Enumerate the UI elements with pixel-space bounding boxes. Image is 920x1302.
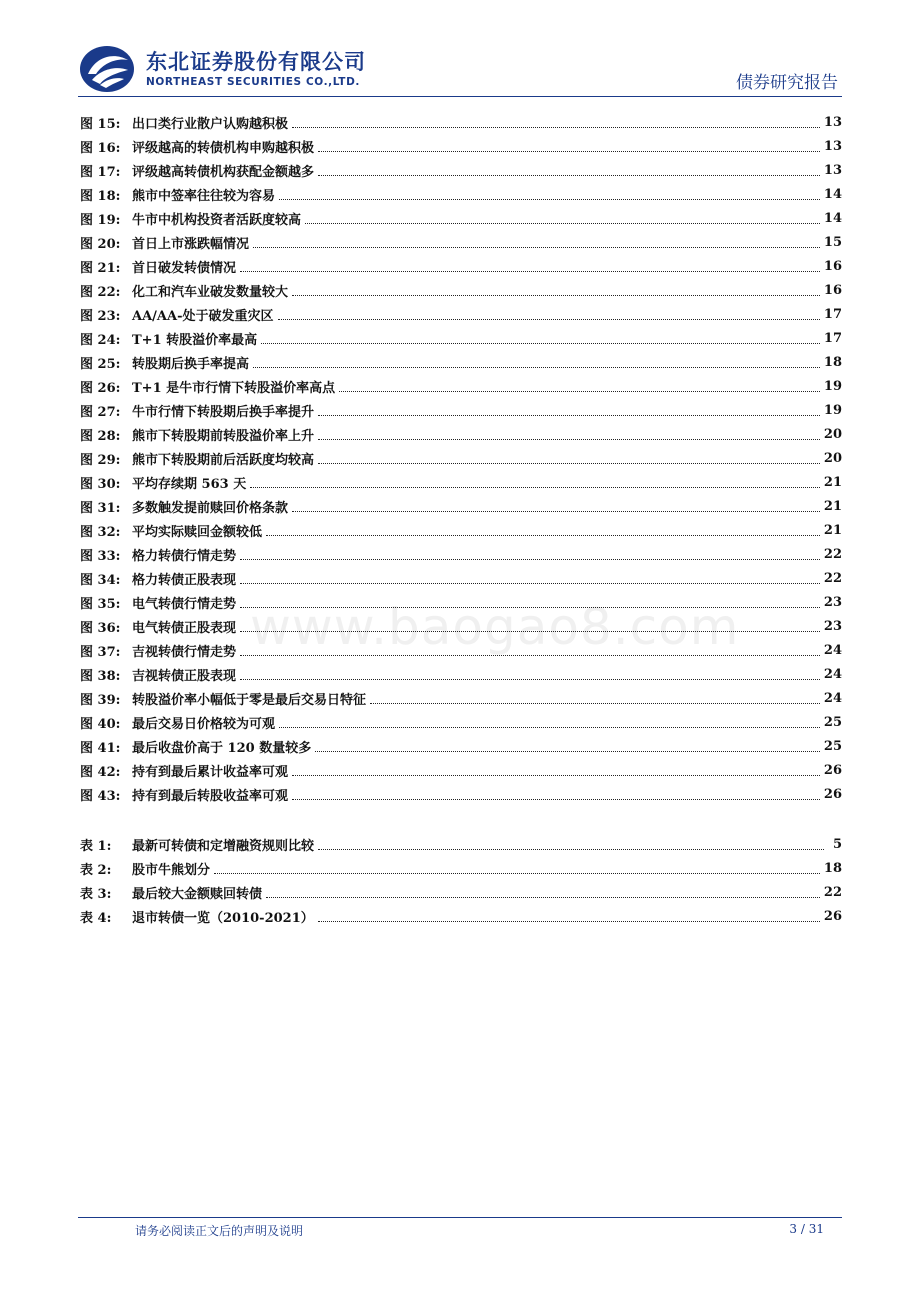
toc-entry[interactable] <box>80 398 842 422</box>
toc-entry-label <box>80 353 253 372</box>
toc-entry-title: 格力转债行情走势 <box>132 548 237 564</box>
toc-entry[interactable] <box>80 782 842 806</box>
toc-entry-page: 17 <box>823 330 842 346</box>
toc-entry-number: 表 2: <box>80 862 112 878</box>
toc-entry-page: 16 <box>823 282 842 298</box>
company-name-en: NORTHEAST SECURITIES CO.,LTD. <box>146 76 360 88</box>
toc-entry-label <box>80 907 318 926</box>
toc-leader-dots <box>318 463 820 464</box>
toc-entry-label <box>80 185 279 204</box>
toc-entry-page: 22 <box>823 884 842 900</box>
toc-entry-page: 13 <box>823 162 842 178</box>
toc-entry[interactable] <box>80 470 842 494</box>
toc-entry-page: 24 <box>823 690 842 706</box>
toc-entry-title: 评级越高转债机构获配金额越多 <box>132 164 315 180</box>
toc-leader-dots <box>315 751 820 752</box>
toc-entry-title: 电气转债行情走势 <box>132 596 237 612</box>
toc-entry-number: 图 29: <box>80 452 121 468</box>
toc-leader-dots <box>240 271 820 272</box>
toc-entry[interactable] <box>80 904 842 928</box>
toc-entry-number: 图 25: <box>80 356 121 372</box>
toc-entry-page: 21 <box>823 474 842 490</box>
toc-entry-page: 20 <box>823 426 842 442</box>
toc-entry-page: 13 <box>823 138 842 154</box>
toc-entry[interactable] <box>80 686 842 710</box>
toc-entry-page: 20 <box>823 450 842 466</box>
toc-leader-dots <box>292 127 820 128</box>
toc-entry-label <box>80 737 315 756</box>
toc-entry-title: 平均存续期 563 天 <box>132 476 247 492</box>
toc-entry-page: 25 <box>823 714 842 730</box>
toc-entry-page: 24 <box>823 642 842 658</box>
toc-entry-page: 17 <box>823 306 842 322</box>
toc-entry-page: 22 <box>823 546 842 562</box>
toc-entry-label <box>80 113 292 132</box>
toc-entry[interactable] <box>80 374 842 398</box>
toc-entry-page: 18 <box>823 860 842 876</box>
toc-entry-title: T+1 是牛市行情下转股溢价率高点 <box>132 380 336 396</box>
toc-entry-label <box>80 473 250 492</box>
toc-entry-label <box>80 209 305 228</box>
toc-entry-label <box>80 281 292 300</box>
toc-leader-dots <box>318 849 824 850</box>
toc-leader-dots <box>279 727 820 728</box>
toc-entry-title: 格力转债正股表现 <box>132 572 237 588</box>
toc-leader-dots <box>318 415 820 416</box>
toc-entry-title: 熊市中签率往往较为容易 <box>132 188 276 204</box>
toc-leader-dots <box>240 559 820 560</box>
toc-entry-title: 最新可转债和定增融资规则比较 <box>132 838 315 854</box>
toc-entry[interactable] <box>80 832 842 856</box>
toc-entry-number: 图 31: <box>80 500 121 516</box>
toc-entry-number: 图 19: <box>80 212 121 228</box>
toc-entry[interactable] <box>80 856 842 880</box>
toc-entry-title: 最后收盘价高于 120 数量较多 <box>132 740 312 756</box>
toc-entry-page: 19 <box>823 402 842 418</box>
toc-entry[interactable] <box>80 230 842 254</box>
toc-leader-dots <box>318 439 820 440</box>
toc-leader-dots <box>318 921 820 922</box>
toc-entry-title: 转股期后换手率提高 <box>132 356 250 372</box>
toc-leader-dots <box>292 775 820 776</box>
toc-entry[interactable] <box>80 110 842 134</box>
toc-entry[interactable] <box>80 278 842 302</box>
toc-entry-label <box>80 665 240 684</box>
toc-entry-number: 图 35: <box>80 596 121 612</box>
toc-entry-label <box>80 161 318 180</box>
toc-leader-dots <box>318 175 820 176</box>
toc-entry[interactable] <box>80 638 842 662</box>
toc-leader-dots <box>278 319 820 320</box>
toc-entry-page: 13 <box>823 114 842 130</box>
toc-leader-dots <box>339 391 820 392</box>
footer-disclaimer: 请务必阅读正文后的声明及说明 <box>135 1224 304 1238</box>
toc-entry-title: AA/AA-处于破发重灾区 <box>132 308 274 324</box>
toc-entry-title: 化工和汽车业破发数量较大 <box>132 284 289 300</box>
toc-entry[interactable] <box>80 446 842 470</box>
toc-entry[interactable] <box>80 542 842 566</box>
toc-entry-page: 26 <box>823 762 842 778</box>
toc-entry-title: 熊市下转股期前转股溢价率上升 <box>132 428 315 444</box>
toc-entry-label <box>80 835 318 854</box>
toc-entry[interactable] <box>80 134 842 158</box>
toc-entry-page: 24 <box>823 666 842 682</box>
toc-entry[interactable] <box>80 758 842 782</box>
toc-leader-dots <box>292 799 820 800</box>
toc-entry-number: 表 1: <box>80 838 112 854</box>
toc-leader-dots <box>253 247 820 248</box>
toc-entry-label <box>80 233 253 252</box>
toc-entry-label <box>80 257 240 276</box>
toc-entry[interactable] <box>80 422 842 446</box>
toc-entry-label <box>80 137 318 156</box>
toc-leader-dots <box>292 295 820 296</box>
toc-leader-dots <box>370 703 820 704</box>
toc-entry-title: 吉视转债行情走势 <box>132 644 237 660</box>
figure-index <box>80 110 842 806</box>
toc-entry-title: 首日破发转债情况 <box>132 260 237 276</box>
toc-entry-page: 21 <box>823 522 842 538</box>
toc-entry-page: 5 <box>832 836 842 852</box>
toc-entry-number: 图 28: <box>80 428 121 444</box>
toc-entry-page: 19 <box>823 378 842 394</box>
toc-entry-label <box>80 449 318 468</box>
toc-leader-dots <box>240 679 820 680</box>
toc-entry-page: 15 <box>823 234 842 250</box>
table-index <box>80 832 842 928</box>
toc-entry-page: 23 <box>823 618 842 634</box>
toc-entry[interactable] <box>80 614 842 638</box>
toc-entry-number: 图 17: <box>80 164 121 180</box>
toc-entry-number: 表 4: <box>80 910 112 926</box>
toc-entry-number: 图 24: <box>80 332 121 348</box>
company-name-cn: 东北证券股份有限公司 <box>146 50 366 74</box>
toc-entry-page: 16 <box>823 258 842 274</box>
toc-entry-label <box>80 497 292 516</box>
toc-entry-label <box>80 401 318 420</box>
toc-entry[interactable] <box>80 302 842 326</box>
toc-entry-number: 图 42: <box>80 764 121 780</box>
toc-entry-title: 持有到最后转股收益率可观 <box>132 788 289 804</box>
toc-leader-dots <box>266 535 820 536</box>
toc-entry-title: 首日上市涨跌幅情况 <box>132 236 250 252</box>
toc-entry[interactable] <box>80 494 842 518</box>
toc-entry-number: 图 16: <box>80 140 121 156</box>
toc-entry-label <box>80 593 240 612</box>
toc-leader-dots <box>266 897 820 898</box>
toc-leader-dots <box>250 487 820 488</box>
toc-entry-number: 图 39: <box>80 692 121 708</box>
toc-entry-page: 23 <box>823 594 842 610</box>
toc-leader-dots <box>261 343 820 344</box>
toc-entry-number: 图 26: <box>80 380 121 396</box>
toc-entry-label <box>80 785 292 804</box>
toc-entry-title: 电气转债正股表现 <box>132 620 237 636</box>
northeast-securities-logo-icon <box>78 44 136 94</box>
toc-entry[interactable] <box>80 206 842 230</box>
toc-entry-page: 26 <box>823 786 842 802</box>
toc-entry-title: 最后较大金额赎回转债 <box>132 886 263 902</box>
toc-entry-title: 熊市下转股期前后活跃度均较高 <box>132 452 315 468</box>
toc-entry-page: 22 <box>823 570 842 586</box>
toc-entry-number: 图 20: <box>80 236 121 252</box>
toc-entry-number: 图 38: <box>80 668 121 684</box>
toc-entry-title: 出口类行业散户认购越积极 <box>132 116 289 132</box>
toc-entry-label <box>80 689 370 708</box>
toc-entry-number: 图 33: <box>80 548 121 564</box>
report-type: 债券研究报告 <box>736 73 838 93</box>
toc-entry-label <box>80 883 266 902</box>
toc-entry[interactable] <box>80 662 842 686</box>
toc-entry-number: 图 43: <box>80 788 121 804</box>
toc-leader-dots <box>292 511 820 512</box>
toc-entry-number: 图 40: <box>80 716 121 732</box>
toc-entry-title: 评级越高的转债机构申购越积极 <box>132 140 315 156</box>
toc-entry-title: T+1 转股溢价率最高 <box>132 332 258 348</box>
toc-entry-page: 14 <box>823 186 842 202</box>
toc-leader-dots <box>279 199 820 200</box>
toc-entry-page: 14 <box>823 210 842 226</box>
toc-entry-title: 转股溢价率小幅低于零是最后交易日特征 <box>132 692 367 708</box>
toc-entry-number: 图 41: <box>80 740 121 756</box>
toc-entry[interactable] <box>80 350 842 374</box>
toc-entry-number: 图 30: <box>80 476 121 492</box>
toc-entry-title: 退市转债一览（2010-2021） <box>132 910 314 926</box>
toc-leader-dots <box>240 655 820 656</box>
page-number: 3 / 31 <box>789 1222 824 1236</box>
toc-entry[interactable] <box>80 182 842 206</box>
toc-entry-title: 股市牛熊划分 <box>132 862 211 878</box>
toc-entry[interactable] <box>80 566 842 590</box>
toc-entry-number: 图 37: <box>80 644 121 660</box>
toc-entry-number: 图 21: <box>80 260 121 276</box>
toc-entry-label <box>80 425 318 444</box>
toc-entry-label <box>80 545 240 564</box>
toc-leader-dots <box>240 607 820 608</box>
toc-entry-title: 平均实际赎回金额较低 <box>132 524 263 540</box>
toc-entry-label <box>80 761 292 780</box>
toc-entry-label <box>80 617 240 636</box>
toc-entry-label <box>80 859 214 878</box>
toc-entry-title: 吉视转债正股表现 <box>132 668 237 684</box>
toc-entry[interactable] <box>80 326 842 350</box>
toc-entry-number: 图 32: <box>80 524 121 540</box>
toc-entry-label <box>80 641 240 660</box>
toc-leader-dots <box>240 631 820 632</box>
toc-entry-number: 图 36: <box>80 620 121 636</box>
toc-entry-number: 表 3: <box>80 886 112 902</box>
toc-entry-page: 26 <box>823 908 842 924</box>
toc-entry-number: 图 18: <box>80 188 121 204</box>
toc-entry-label <box>80 569 240 588</box>
watermark: www.baogao8.com <box>250 598 740 656</box>
toc-entry[interactable] <box>80 590 842 614</box>
page-header <box>78 40 842 96</box>
toc-entry[interactable] <box>80 710 842 734</box>
toc-leader-dots <box>318 151 820 152</box>
toc-entry[interactable] <box>80 734 842 758</box>
toc-entry-label <box>80 521 266 540</box>
toc-entry-title: 牛市行情下转股期后换手率提升 <box>132 404 315 420</box>
toc-entry[interactable] <box>80 254 842 278</box>
toc-entry-label <box>80 305 278 324</box>
toc-entry-title: 最后交易日价格较为可观 <box>132 716 276 732</box>
header-divider <box>78 96 842 97</box>
toc-leader-dots <box>253 367 820 368</box>
toc-entry-number: 图 34: <box>80 572 121 588</box>
toc-entry-title: 多数触发提前赎回价格条款 <box>132 500 289 516</box>
toc-entry-title: 持有到最后累计收益率可观 <box>132 764 289 780</box>
toc-entry-page: 25 <box>823 738 842 754</box>
toc-leader-dots <box>240 583 820 584</box>
toc-entry[interactable] <box>80 880 842 904</box>
toc-entry[interactable] <box>80 158 842 182</box>
toc-entry-label <box>80 377 339 396</box>
toc-entry-number: 图 23: <box>80 308 121 324</box>
toc-entry-title: 牛市中机构投资者活跃度较高 <box>132 212 302 228</box>
toc-entry-number: 图 15: <box>80 116 121 132</box>
toc-entry-label <box>80 329 261 348</box>
toc-entry-number: 图 27: <box>80 404 121 420</box>
toc-leader-dots <box>305 223 820 224</box>
toc-entry-label <box>80 713 279 732</box>
toc-entry-number: 图 22: <box>80 284 121 300</box>
toc-entry-page: 21 <box>823 498 842 514</box>
toc-leader-dots <box>214 873 820 874</box>
toc-entry-page: 18 <box>823 354 842 370</box>
toc-entry[interactable] <box>80 518 842 542</box>
footer-divider <box>78 1217 842 1218</box>
